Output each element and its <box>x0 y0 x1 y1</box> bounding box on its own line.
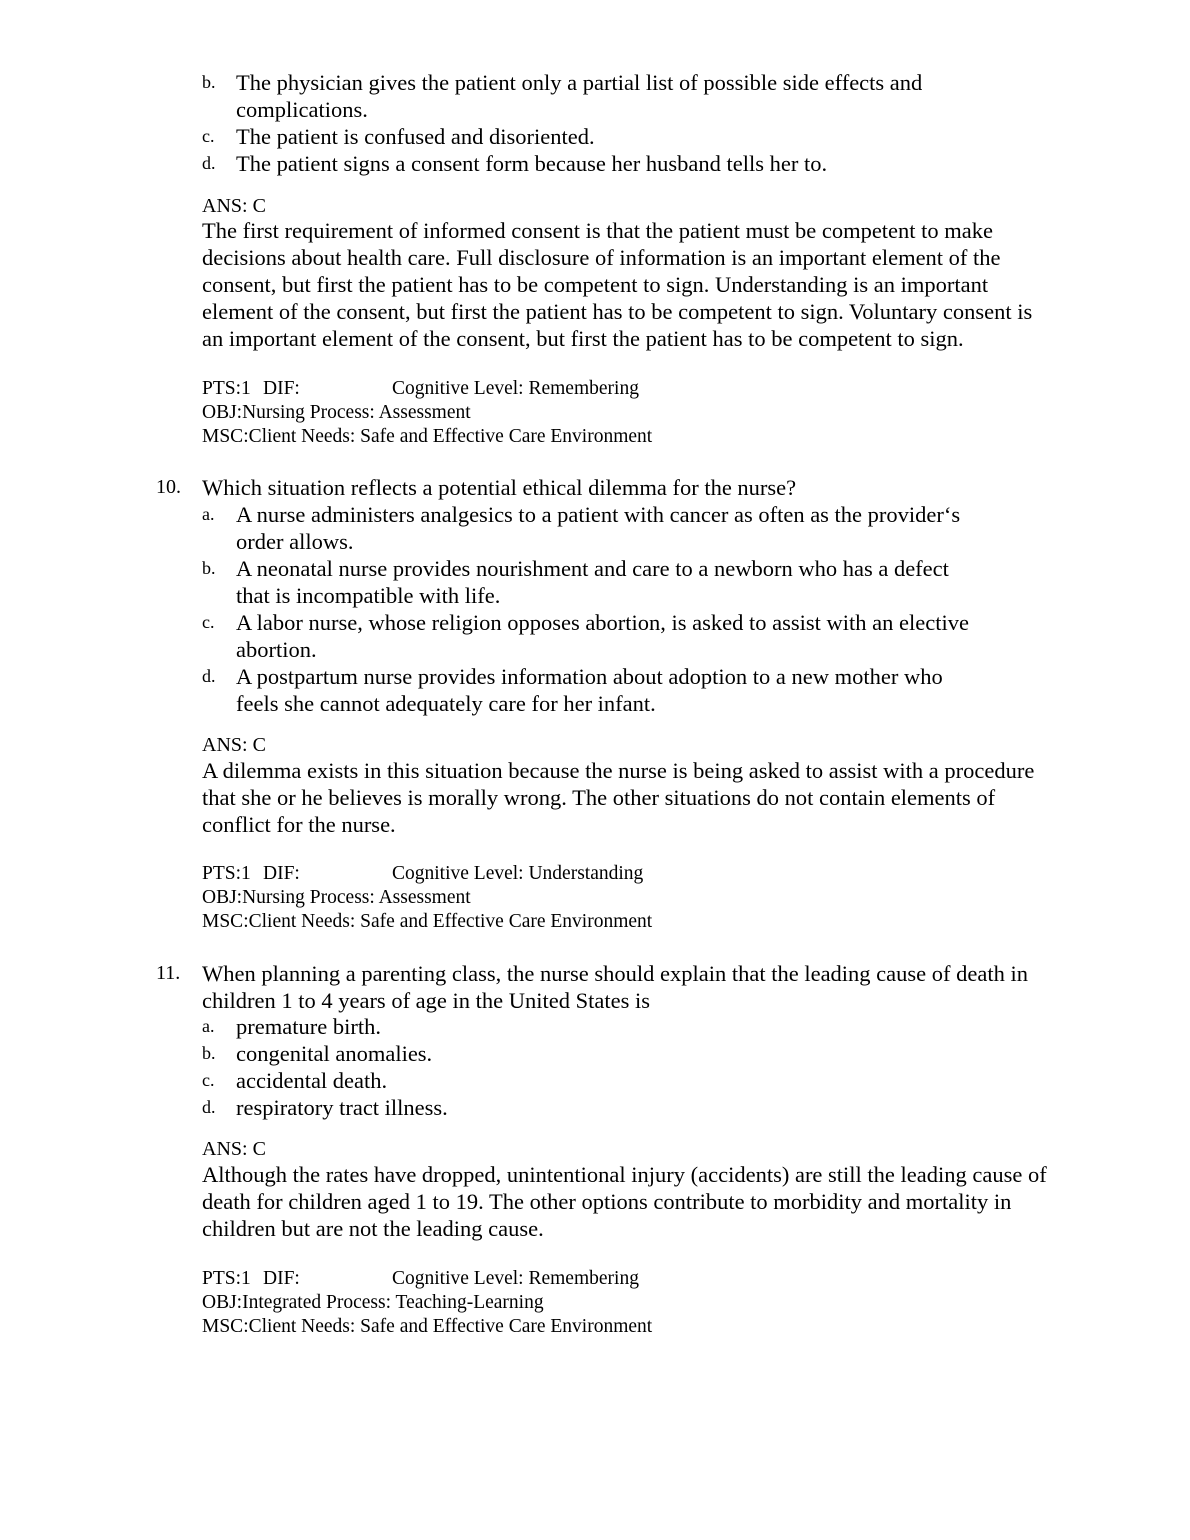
option-text: that is incompatible with life. <box>236 583 501 608</box>
objective: OBJ:Nursing Process: Assessment <box>202 887 471 908</box>
option-text: accidental death. <box>236 1068 388 1093</box>
option-letter: c. <box>202 126 215 146</box>
question-stem: When planning a parenting class, the nurse should explain that the leading cause of death in <box>202 961 1028 986</box>
option-letter: d. <box>202 1097 216 1117</box>
question-stem: Which situation reflects a potential ethical dilemma for the nurse? <box>202 475 797 500</box>
rationale-line: Although the rates have dropped, unintentional injury (accidents) are still the leading cause of <box>202 1162 1047 1187</box>
rationale-line: an important element of the consent, but first the patient has to be competent to sign. <box>202 326 964 351</box>
rationale-line: element of the consent, but first the patient has to be competent to sign. Voluntary consent is <box>202 299 1033 324</box>
option-letter: b. <box>202 558 216 578</box>
question-stem: children 1 to 4 years of age in the United States is <box>202 988 651 1013</box>
option-letter: d. <box>202 153 216 173</box>
cognitive-level: Cognitive Level: Understanding <box>392 863 644 884</box>
option-text: premature birth. <box>236 1014 381 1039</box>
option-text: The patient signs a consent form because her husband tells her to. <box>236 151 828 176</box>
rationale-line: conflict for the nurse. <box>202 812 396 837</box>
client-needs: MSC:Client Needs: Safe and Effective Care Environment <box>202 426 653 447</box>
question-number: 11. <box>156 962 181 984</box>
objective: OBJ:Nursing Process: Assessment <box>202 402 471 423</box>
rationale-line: that she or he believes is morally wrong. The other situations do not contain elements of <box>202 785 996 810</box>
rationale-line: children but are not the leading cause. <box>202 1216 544 1241</box>
option-letter: b. <box>202 1043 216 1063</box>
option-letter: c. <box>202 1070 215 1090</box>
objective: OBJ:Integrated Process: Teaching-Learning <box>202 1292 544 1313</box>
option-text: The physician gives the patient only a partial list of possible side effects and <box>236 70 923 95</box>
option-letter: a. <box>202 504 215 524</box>
points: PTS:1 <box>202 863 251 884</box>
answer-key: ANS: C <box>202 195 266 217</box>
rationale-line: decisions about health care. Full disclosure of information is an important element of the <box>202 245 1001 270</box>
option-text: complications. <box>236 97 368 122</box>
rationale-line: The first requirement of informed consent is that the patient must be competent to make <box>202 218 994 243</box>
option-letter: c. <box>202 612 215 632</box>
difficulty-label: DIF: <box>263 863 300 884</box>
option-text: A neonatal nurse provides nourishment and care to a newborn who has a defect <box>236 556 949 581</box>
cognitive-level: Cognitive Level: Remembering <box>392 1268 639 1289</box>
option-letter: b. <box>202 72 216 92</box>
difficulty-label: DIF: <box>263 378 300 399</box>
option-text: respiratory tract illness. <box>236 1095 448 1120</box>
option-text: order allows. <box>236 529 354 554</box>
rationale-line: A dilemma exists in this situation because the nurse is being asked to assist with a procedure <box>202 758 1035 783</box>
points: PTS:1 <box>202 1268 251 1289</box>
option-text: congenital anomalies. <box>236 1041 433 1066</box>
points: PTS:1 <box>202 378 251 399</box>
option-text: The patient is confused and disoriented. <box>236 124 595 149</box>
client-needs: MSC:Client Needs: Safe and Effective Care Environment <box>202 1316 653 1337</box>
option-text: abortion. <box>236 637 317 662</box>
difficulty-label: DIF: <box>263 1268 300 1289</box>
option-text: A labor nurse, whose religion opposes abortion, is asked to assist with an elective <box>236 610 969 635</box>
answer-key: ANS: C <box>202 1138 266 1160</box>
option-text: A nurse administers analgesics to a patient with cancer as often as the provider‘s <box>236 502 961 527</box>
option-text: feels she cannot adequately care for her infant. <box>236 691 656 716</box>
question-number: 10. <box>156 476 181 498</box>
option-text: A postpartum nurse provides information about adoption to a new mother who <box>236 664 943 689</box>
option-letter: d. <box>202 666 216 686</box>
client-needs: MSC:Client Needs: Safe and Effective Care Environment <box>202 911 653 932</box>
rationale-line: death for children aged 1 to 19. The other options contribute to morbidity and mortality in <box>202 1189 1012 1214</box>
option-letter: a. <box>202 1016 215 1036</box>
answer-key: ANS: C <box>202 734 266 756</box>
cognitive-level: Cognitive Level: Remembering <box>392 378 639 399</box>
rationale-line: consent, but first the patient has to be competent to sign. Understanding is an important <box>202 272 989 297</box>
